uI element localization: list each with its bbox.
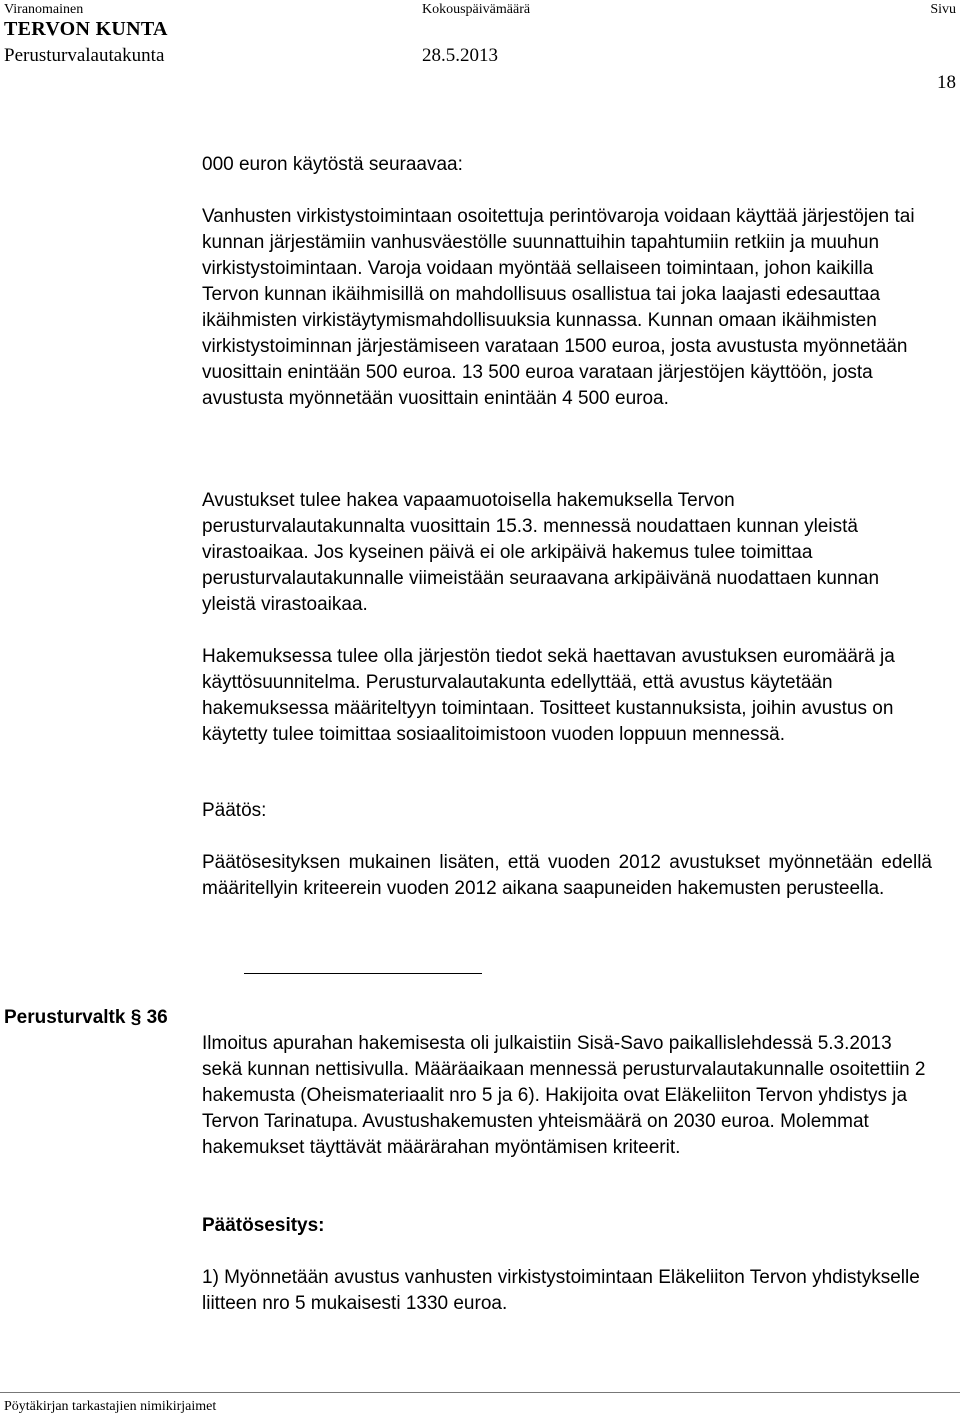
paragraph-text: Vanhusten virkistystoimintaan osoitettuja perintövaroja voidaan käyttää järjestöjen tai kunnan järjestämiin vanhusväestölle suunnattuihin tapahtumiin retkiin ja muuhun virkistystoimintaan. Varoja voidaan myöntää sellaiseen toimintaan, johon kaikilla Tervon kunnan ikäihmisillä on mahdollisuus osallistua tai joka laajasti edesauttaa ikäihmisten virkistäytymismahdollisuuksia kunnassa. Kunnan omaan ikäihmisten virkistystoiminnan järjestämiseen varataan 1500 euroa, josta avustusta myönnetään vuosittain enintään 500 euroa. 13 500 euroa varataan järjestöjen käyttöön, josta avustusta myönnetään vuosittain enintään 4 500 euroa. <box>202 206 915 409</box>
decision-text <box>202 850 932 902</box>
decision-label <box>202 798 932 824</box>
proposal-label-text: Päätösesitys: <box>202 1215 325 1236</box>
paragraph-text: Avustukset tulee hakea vapaamuotoisella hakemuksella Tervon perusturvalautakunnalta vuosittain 15.3. mennessä noudattaen kunnan yleistä virastoaikaa. Jos kyseinen päivä ei ole arkipäivä hakemus tulee toimittaa perusturvalautakunnalle viimeistään seuraavana arkipäivänä nuodattaen kunnan yleistä virastoaikaa. <box>202 490 880 615</box>
header-label-page: Sivu <box>930 2 956 17</box>
decision-label-text: Päätös: <box>202 800 267 821</box>
paragraph-requirements <box>202 644 932 748</box>
section-heading <box>4 1007 168 1029</box>
proposal-item-text: 1) Myönnetään avustus vanhusten virkistystoimintaan Eläkeliiton Tervon yhdistykselle liitteen nro 5 mukaisesti 1330 euroa. <box>202 1267 920 1314</box>
section-symbol-icon: § <box>130 1007 142 1028</box>
footer-divider <box>0 1392 960 1393</box>
header-label-authority: Viranomainen <box>4 2 84 17</box>
footer-initials-label: Pöytäkirjan tarkastajien nimikirjaimet <box>4 1399 217 1414</box>
section-paragraph-announcement <box>202 1031 932 1161</box>
page-number: 18 <box>937 72 956 93</box>
proposal-label <box>202 1213 932 1239</box>
section-divider <box>244 973 482 974</box>
authority-name: Perusturvalautakunta <box>4 45 165 66</box>
paragraph-text: Ilmoitus apurahan hakemisesta oli julkaistiin Sisä-Savo paikallislehdessä 5.3.2013 sekä kunnan nettisivulla. Määräaikaan mennessä perusturvalautakunnalle osoitettiin 2 hakemusta (Oheismateriaalit nro 5 ja 6). Hakijoita ovat Eläkeliiton Tervon yhdistys ja Tervon Tarinatupa. Avustushakemusten yhteismäärä on 2030 euroa. Molemmat hakemukset täyttävät määrärahan myöntämisen kriteerit. <box>202 1033 926 1158</box>
paragraph-text: Hakemuksessa tulee olla järjestön tiedot sekä haettavan avustuksen euromäärä ja käyttösuunnitelma. Perusturvalautakunta edellyttää, että avustus käytetään hakemuksessa määriteltyyn toimintaan. Tositteet kustannuksista, joihin avustus on käytetty tulee toimittaa sosiaalitoimistoon vuoden loppuun mennessä. <box>202 646 895 745</box>
decision-text-body: Päätösesityksen mukainen lisäten, että vuoden 2012 avustukset myönnetään edellä määritellyin kriteerein vuoden 2012 aikana saapuneiden hakemusten perusteella. <box>202 852 932 899</box>
organization-name: TERVON KUNTA <box>4 18 168 40</box>
intro-line: 000 euron käytöstä seuraavaa: <box>202 154 463 175</box>
meeting-date: 28.5.2013 <box>422 45 498 66</box>
paragraph-criteria <box>202 204 932 412</box>
paragraph-application <box>202 488 932 618</box>
header-label-meeting-date: Kokouspäivämäärä <box>422 2 531 17</box>
section-number: 36 <box>146 1007 168 1028</box>
proposal-item-1 <box>202 1265 932 1317</box>
section-title: Perusturvaltk <box>4 1007 126 1028</box>
continuation-block <box>202 152 932 178</box>
